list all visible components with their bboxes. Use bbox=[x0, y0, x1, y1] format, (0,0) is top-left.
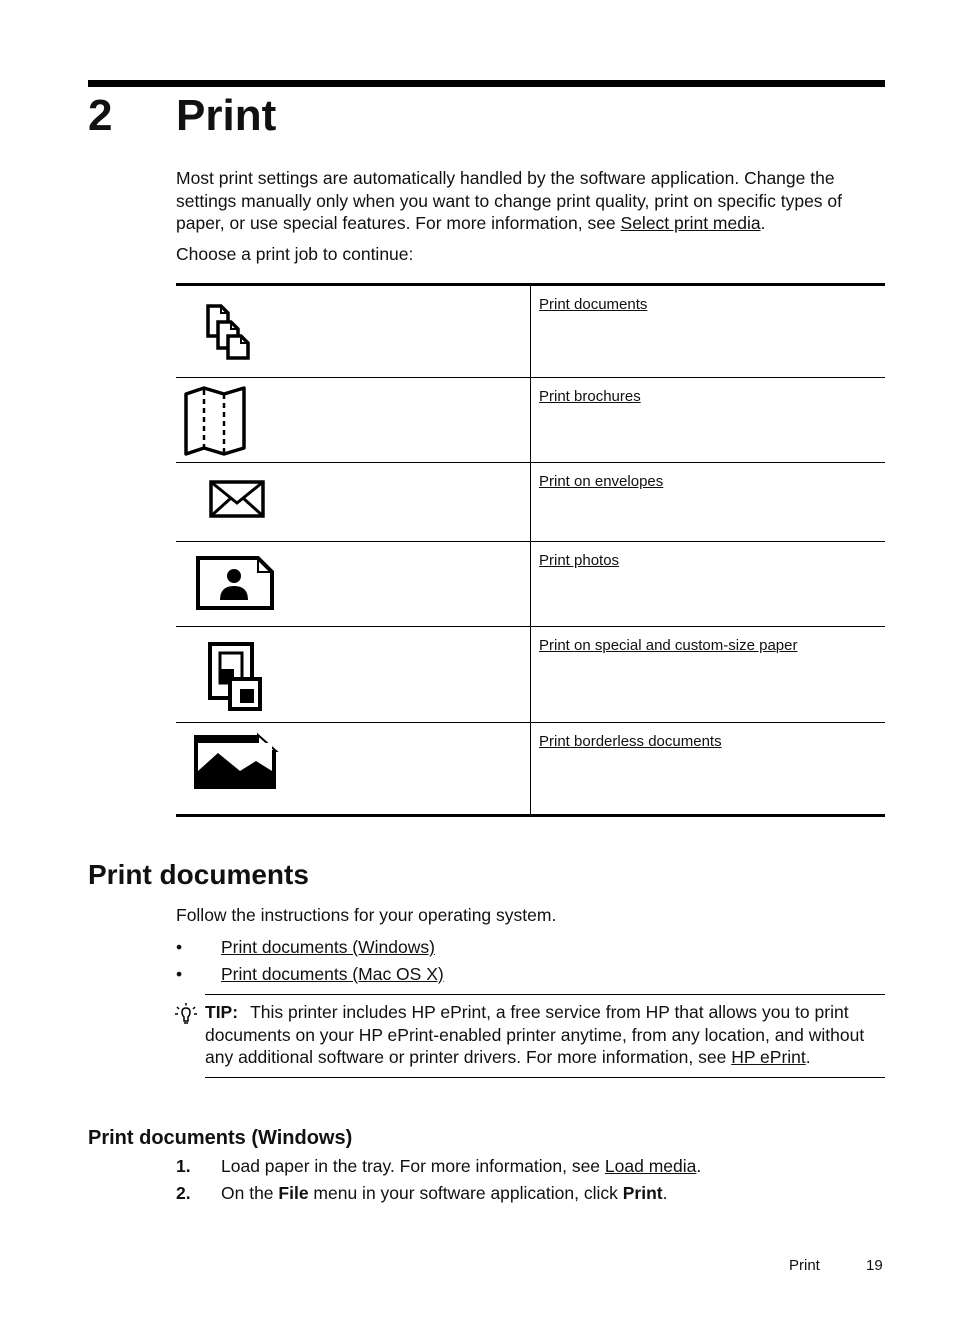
borderless-icon bbox=[190, 731, 280, 793]
step-number: 1. bbox=[176, 1156, 191, 1176]
hp-eprint-link[interactable]: HP ePrint bbox=[731, 1047, 806, 1067]
print-custom-paper-link[interactable]: Print on special and custom-size paper bbox=[539, 637, 798, 654]
choose-job-text: Choose a print job to continue: bbox=[176, 244, 414, 264]
print-photos-link[interactable]: Print photos bbox=[539, 552, 620, 569]
print-job-table bbox=[176, 283, 885, 817]
step-item bbox=[176, 1180, 701, 1207]
job-row bbox=[176, 626, 885, 722]
lightbulb-tip-icon bbox=[174, 1003, 198, 1029]
job-row bbox=[176, 722, 885, 814]
job-row bbox=[176, 377, 885, 462]
documents-icon bbox=[204, 302, 256, 362]
step-text: Load paper in the tray. For more information, see bbox=[221, 1156, 605, 1176]
job-row bbox=[176, 541, 885, 626]
load-media-link[interactable]: Load media bbox=[604, 1156, 697, 1176]
print-borderless-link[interactable]: Print borderless documents bbox=[539, 733, 722, 750]
intro-paragraph bbox=[176, 167, 886, 235]
envelope-icon bbox=[208, 479, 266, 519]
brochure-icon bbox=[182, 386, 248, 456]
print-envelopes-link[interactable]: Print on envelopes bbox=[539, 473, 664, 490]
footer-section-name: Print bbox=[789, 1257, 820, 1274]
tip-label: TIP: bbox=[205, 1002, 239, 1022]
step-number: 2. bbox=[176, 1183, 191, 1203]
custom-size-paper-icon bbox=[206, 641, 266, 713]
step-text: On the bbox=[221, 1183, 279, 1203]
print-documents-mac-link[interactable]: Print documents (Mac OS X) bbox=[221, 964, 444, 984]
chapter-rule bbox=[88, 80, 885, 87]
section-title: Print documents bbox=[88, 859, 309, 890]
print-command-term: Print bbox=[622, 1183, 663, 1203]
intro-end: . bbox=[760, 213, 766, 233]
subsection-title: Print documents (Windows) bbox=[88, 1127, 353, 1149]
tip-box bbox=[205, 994, 885, 1078]
step-end: . bbox=[696, 1156, 702, 1176]
print-brochures-link[interactable]: Print brochures bbox=[539, 388, 641, 405]
step-text: menu in your software application, click bbox=[308, 1183, 623, 1203]
list-item bbox=[176, 934, 444, 961]
os-link-list bbox=[176, 934, 444, 988]
steps-list bbox=[176, 1153, 701, 1207]
step-end: . bbox=[662, 1183, 668, 1203]
job-row bbox=[176, 286, 885, 377]
file-menu-term: File bbox=[278, 1183, 309, 1203]
print-documents-link[interactable]: Print documents bbox=[539, 296, 648, 313]
tip-text: This printer includes HP ePrint, a free service from HP that allows you to print documents on your HP ePrint-enabled printer anytime, from any location, and without any additional software or printer drivers. For more information, see bbox=[205, 1002, 865, 1067]
follow-instructions-text: Follow the instructions for your operating system. bbox=[176, 905, 557, 925]
print-documents-windows-link[interactable]: Print documents (Windows) bbox=[221, 937, 435, 957]
bullet: • bbox=[176, 964, 183, 984]
tip-end: . bbox=[805, 1047, 811, 1067]
footer-page-number: 19 bbox=[866, 1257, 883, 1274]
step-item bbox=[176, 1153, 701, 1180]
select-print-media-link[interactable]: Select print media bbox=[620, 213, 761, 233]
intro-text: Most print settings are automatically handled by the software application. Change the settings manually only when you want to change print quality, print on specific types of paper, or use special features. For more information, see bbox=[176, 168, 843, 233]
photo-icon bbox=[194, 554, 276, 612]
chapter-title: Print bbox=[176, 91, 277, 140]
chapter-number: 2 bbox=[88, 91, 113, 140]
job-row bbox=[176, 462, 885, 541]
list-item bbox=[176, 961, 444, 988]
bullet: • bbox=[176, 937, 183, 957]
